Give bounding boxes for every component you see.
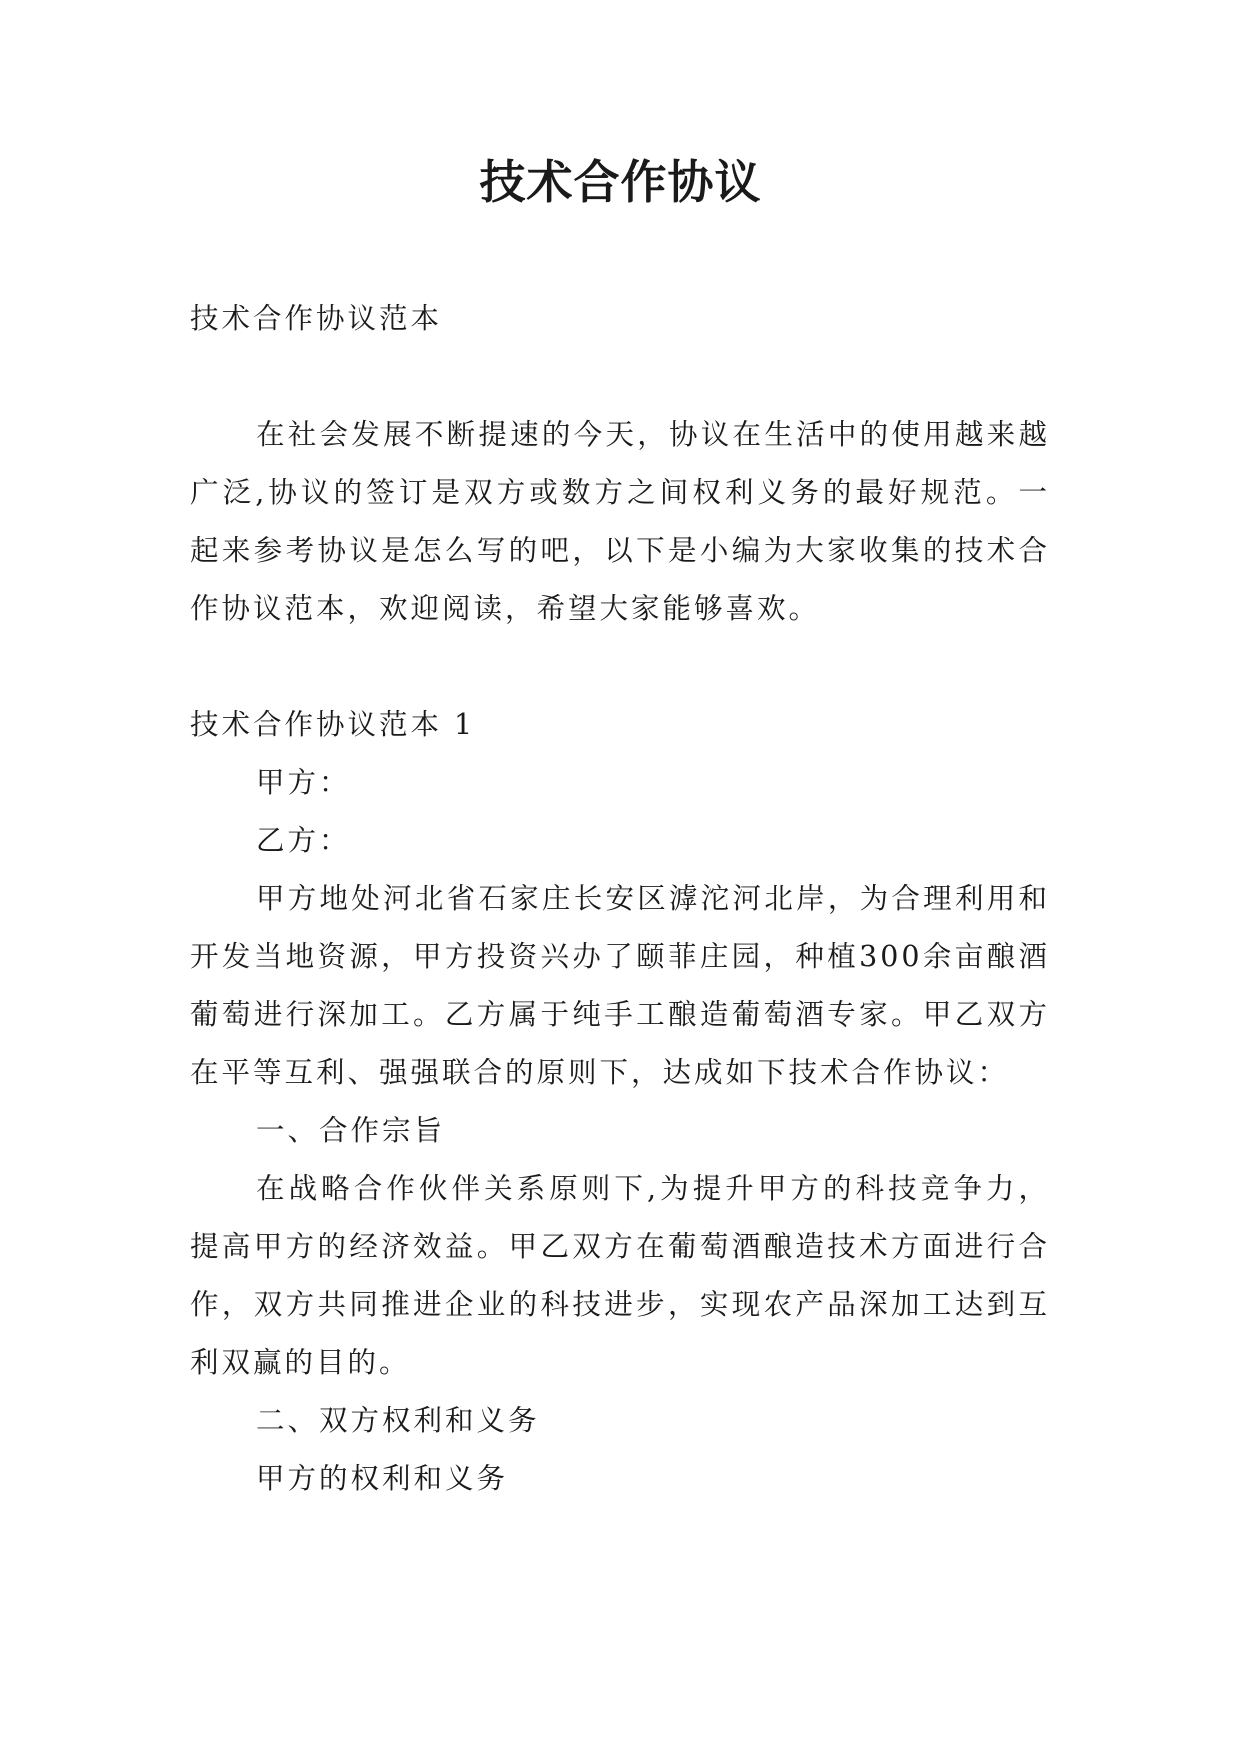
party-b-line: 乙方： [256,824,351,857]
party-a-line: 甲方： [256,766,351,799]
clause-2-subheading: 甲方的权利和义务 [256,1462,509,1495]
background-paragraph: 甲方地处河北省石家庄长安区滹沱河北岸，为合理利用和开发当地资源，甲方投资兴办了颐菲庄园，种植300余亩酿酒葡萄进行深加工。乙方属于纯手工酿造葡萄酒专家。甲乙双方在平等互利、强强联合的原则下，达成如下技术合作协议： [190,882,1050,1089]
clause-2-heading: 二、双方权利和义务 [256,1404,540,1437]
section-heading: 技术合作协议范本 1 [190,708,476,741]
subtitle: 技术合作协议范本 [190,302,443,335]
document-title: 技术合作协议 [479,155,762,209]
document-body [190,290,1050,1508]
intro-paragraph: 在社会发展不断提速的今天，协议在生活中的使用越来越广泛,协议的签订是双方或数方之间权利义务的最好规范。一起来参考协议是怎么写的吧，以下是小编为大家收集的技术合作协议范本，欢迎阅读，希望大家能够喜欢。 [190,418,1050,625]
clause-1-body: 在战略合作伙伴关系原则下,为提升甲方的科技竞争力，提高甲方的经济效益。甲乙双方在葡萄酒酿造技术方面进行合作，双方共同推进企业的科技进步，实现农产品深加工达到互利双赢的目的。 [190,1172,1050,1379]
clause-1-heading: 一、合作宗旨 [256,1114,446,1147]
